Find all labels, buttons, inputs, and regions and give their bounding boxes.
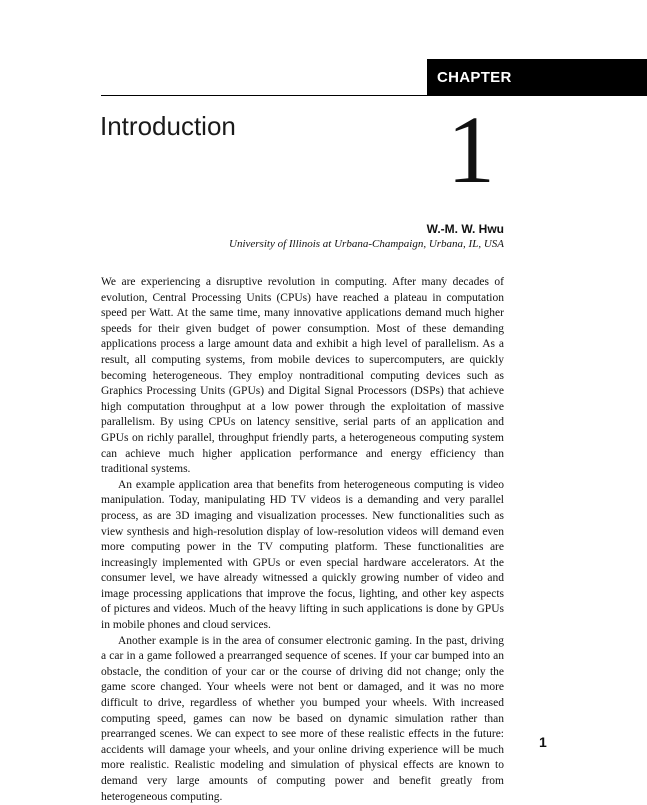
paragraph: An example application area that benefits from heterogeneous computing is video manipulation. Today, manipulating HD TV videos is a demanding and very parallel process, as are 3D imaging and visualization processes. New functionalities such as view synthesis and high-resolution display of low-resolution videos will demand even more computing power in the TV computing platform. These functionalities are increasingly implemented with GPUs or even special hardware accelerators. At the consumer level, we have already witnessed a quickly growing number of video and image processing applications that improve the focus, lighting, and other key aspects of pictures and videos. Much of the heavy lifting in such applications is done by GPUs in mobile phones and cloud services. [101,478,504,632]
page-number: 1 [539,734,547,750]
author-affiliation: University of Illinois at Urbana-Champaign, Urbana, IL, USA [229,238,504,250]
paragraph: Another example is in the area of consumer electronic gaming. In the past, driving a car in a game followed a prearranged sequence of scenes. If your car bumped into an obstacle, the condition of your car or the course of driving did not change; only the game score changed. Your wheels were not bent or damaged, and it was no more difficult to drive, regardless of whether you bumped your wheels. With increased computing speed, games can now be based on dynamic simulation rather than prearranged scenes. We can expect to see more of these realistic effects in the future: accidents will damage your wheels, and your online driving experience will be much more realistic. Realistic modeling and simulation of physical effects are known to demand very large amounts of computing power and benefit greatly from heterogeneous computing. [101,634,504,803]
chapter-label-bar [427,59,647,96]
body-text [101,275,504,805]
header-rule [101,95,427,96]
chapter-title: Introduction [100,111,236,141]
chapter-label: CHAPTER [437,69,512,86]
chapter-number: 1 [447,96,495,203]
author-name: W.-M. W. Hwu [426,222,504,236]
paragraph: We are experiencing a disruptive revolution in computing. After many decades of evolution, Central Processing Units (CPUs) have reached a plateau in computation speed per Watt. At the same time, many innovative applications demand much higher speeds for their given budget of power consumption. Most of these demanding applications process a large amount data and exhibit a high level of parallelism. As a result, all computing systems, from mobile devices to supercomputers, are quickly becoming heterogeneous. They employ nontraditional computing devices such as Graphics Processing Units (GPUs) and Digital Signal Processors (DSPs) that achieve high computation throughput at a low power through the exploitation of massive parallelism. By using CPUs on latency sensitive, serial parts of an application and GPUs on richly parallel, throughput friendly parts, a heterogeneous computing system can achieve much higher application performance and energy efficiency than traditional systems. [101,276,504,476]
